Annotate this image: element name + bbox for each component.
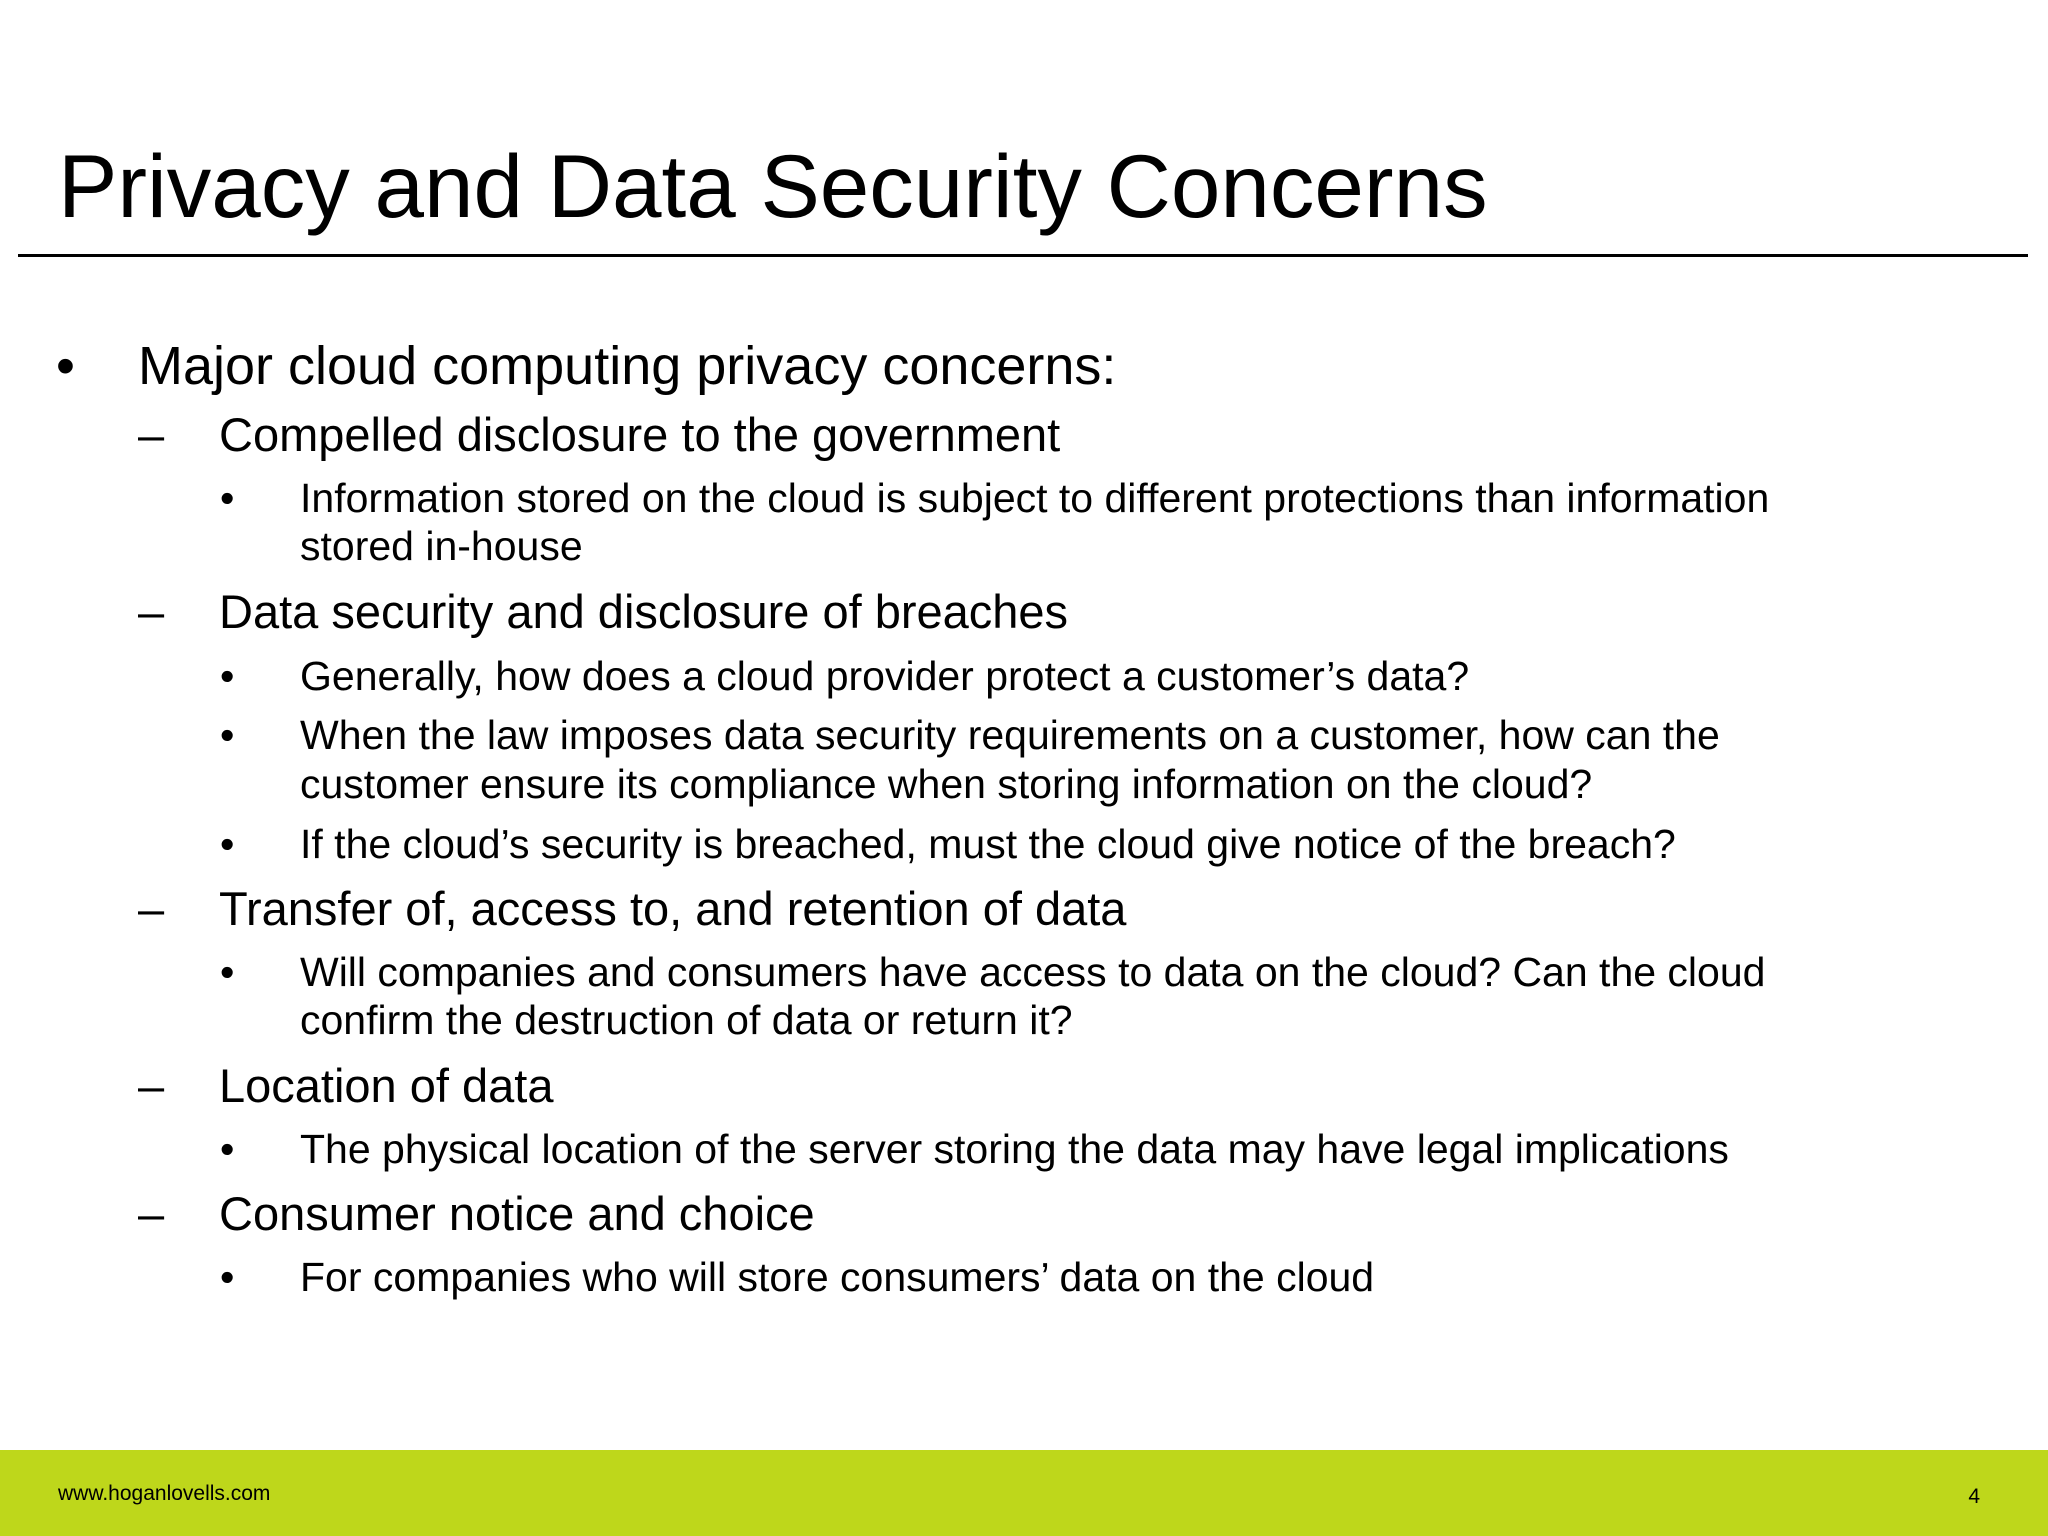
title-divider <box>18 254 2028 257</box>
detail-bullet-text: customer ensure its compliance when storing information on the cloud? <box>300 761 1593 807</box>
detail-bullet-text: Will companies and consumers have access to data on the cloud? Can the cloud <box>300 949 1766 995</box>
detail-bullet-marker: • <box>220 821 235 867</box>
dash-marker: – <box>138 1187 165 1240</box>
sub-bullet-text: Transfer of, access to, and retention of data <box>219 882 1127 935</box>
detail-bullet-marker: • <box>220 1254 235 1300</box>
bullet-text: Major cloud computing privacy concerns: <box>138 336 1117 396</box>
sub-bullet-text: Consumer notice and choice <box>219 1187 815 1240</box>
dash-marker: – <box>138 882 165 935</box>
dash-marker: – <box>138 585 165 638</box>
detail-bullet-text: Information stored on the cloud is subject to different protections than information <box>300 475 1770 521</box>
detail-bullet-text: confirm the destruction of data or return it? <box>300 997 1073 1043</box>
detail-bullet-text: If the cloud’s security is breached, must the cloud give notice of the breach? <box>300 821 1676 867</box>
detail-bullet-text: For companies who will store consumers’ data on the cloud <box>300 1254 1375 1300</box>
detail-bullet-text: When the law imposes data security requirements on a customer, how can the <box>300 712 1720 758</box>
sub-bullet-text: Data security and disclosure of breaches <box>219 585 1069 638</box>
footer-website-url: www.hoganlovells.com <box>58 1482 271 1505</box>
detail-bullet-marker: • <box>220 712 235 758</box>
page-number: 4 <box>1968 1485 1980 1508</box>
dash-marker: – <box>138 1059 165 1112</box>
detail-bullet-marker: • <box>220 949 235 995</box>
detail-bullet-marker: • <box>220 653 235 699</box>
footer-bar <box>0 1450 2048 1536</box>
detail-bullet-text: Generally, how does a cloud provider protect a customer’s data? <box>300 653 1470 699</box>
sub-bullet-text: Compelled disclosure to the government <box>219 408 1061 461</box>
sub-bullet-text: Location of data <box>219 1059 554 1112</box>
bullet-marker: • <box>56 336 75 396</box>
detail-bullet-text: The physical location of the server storing the data may have legal implications <box>300 1126 1729 1172</box>
detail-bullet-text: stored in-house <box>300 523 583 569</box>
detail-bullet-marker: • <box>220 475 235 521</box>
detail-bullet-marker: • <box>220 1126 235 1172</box>
slide-title: Privacy and Data Security Concerns <box>58 136 1488 236</box>
dash-marker: – <box>138 408 165 461</box>
